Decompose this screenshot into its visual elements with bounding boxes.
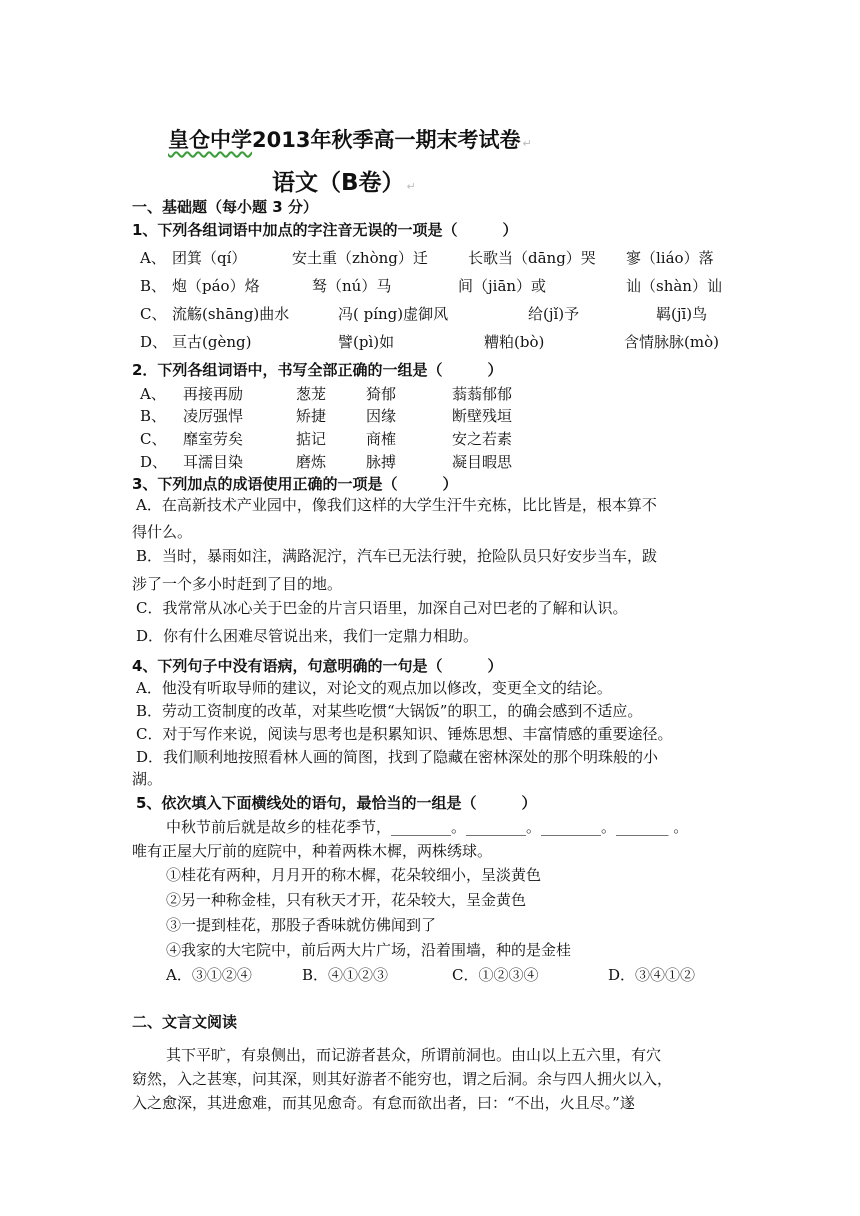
q2-stem: 2．下列各组词语中，书写全部正确的一组是（ ） [132,361,503,379]
q1-option-label: A、 [140,249,166,267]
q1-option-word: 驽（nú）马 [312,277,392,295]
q2-option-word: 安之若素 [452,430,513,448]
section2-heading: 二、文言文阅读 [132,1013,238,1031]
q5-item: ④我家的大宅院中，前后两大片广场，沿着围墙，种的是金桂 [166,941,572,959]
q5-choice: D．③④①② [608,966,696,984]
q1-option-word: 安土重（zhòng）迁 [292,249,428,267]
q2-option-word: 猗郁 [366,385,397,403]
q4-stem: 4、下列句子中没有语病，句意明确的一句是（ ） [132,657,503,675]
q5-item: ③一提到桂花，那股子香味就仿佛闻到了 [166,916,437,934]
q4-option-c: C．对于写作来说，阅读与思考也是积累知识、锤炼思想、丰富情感的重要途径。 [136,725,673,743]
q2-option-word: 葱茏 [296,385,327,403]
q2-option-word: 脉搏 [366,453,397,471]
q2-option-word: 商榷 [366,430,397,448]
q1-option-label: C、 [140,305,167,323]
section1-heading: 一、基础题（每小题 3 分） [132,198,318,216]
school-name: 皇仓中学 [168,128,252,152]
q2-option-label: D、 [140,453,168,471]
q3-option-b: B．当时，暴雨如注，满路泥泞，汽车已无法行驶，抢险队员只好安步当车，跋 [136,547,658,565]
q1-option-word: 亘古(gèng) [172,333,252,351]
q2-option-label: A、 [140,385,166,403]
classical-text-line: 其下平旷，有泉侧出，而记游者甚众，所谓前洞也。由山以上五六里，有穴 [166,1046,662,1064]
q5-choice: B．④①②③ [302,966,389,984]
q1-stem: 1、下列各组词语中加点的字注音无误的一项是（ ） [132,221,518,239]
q1-option-word: 长歌当（dāng）哭 [468,249,596,267]
q1-option-word: 譬(pì)如 [338,333,395,351]
paragraph-mark-icon: ↵ [406,180,416,193]
q5-choice: A．③①②④ [166,966,252,984]
q1-option-word: 流觞(shāng)曲水 [172,305,290,323]
q2-option-word: 再接再励 [183,385,244,403]
exam-title-rest: 2013年秋季高一期末考试卷 [252,128,521,152]
q5-item: ①桂花有两种，月月开的称木樨，花朵较细小，呈淡黄色 [166,866,542,884]
q1-option-label: D、 [140,333,168,351]
q1-option-word: 糟粕(bò) [484,333,545,351]
q3-option-a-cont: 得什么。 [132,523,193,541]
q1-option-label: B、 [140,277,167,295]
q2-option-word: 矫捷 [296,407,327,425]
q1-option-word: 含情脉脉(mò) [624,333,719,351]
q1-option-word: 冯( píng)虚御风 [338,305,449,323]
q1-option-word: 团箕（qí） [172,249,247,267]
q4-option-b: B．劳动工资制度的改革，对某些吃惯“大锅饭”的职工，的确会感到不适应。 [136,702,643,720]
q3-option-b-cont: 涉了一个多小时赶到了目的地。 [132,575,343,593]
exam-title [168,124,532,154]
q2-option-word: 断壁残垣 [452,407,513,425]
q3-option-a: A．在高新技术产业园中，像我们这样的大学生汗牛充栋，比比皆是，根本算不 [136,496,657,514]
q5-item: ②另一种称金桂，只有秋天才开，花朵较大，呈金黄色 [166,891,527,909]
q4-option-d-cont: 湖。 [132,770,163,788]
q2-option-label: C、 [140,430,167,448]
q1-option-word: 寥（liáo）落 [626,249,714,267]
subtitle-text: 语文（B卷） [272,170,405,196]
q2-option-word: 耳濡目染 [183,453,244,471]
q1-option-word: 炮（páo）烙 [172,277,260,295]
q5-passage: 中秋节前后就是故乡的桂花季节，________。________。________。_______ 。 [166,818,689,836]
q2-option-label: B、 [140,407,167,425]
q2-option-word: 蓊蓊郁郁 [452,385,513,403]
q2-option-word: 凝目暇思 [452,453,513,471]
q1-option-word: 讪（shàn）讪 [626,277,722,295]
q1-option-word: 给(jǐ)予 [528,305,580,323]
q4-option-a: A．他没有听取导师的建议，对论文的观点加以修改，变更全文的结论。 [136,679,612,697]
q2-option-word: 凌厉强悍 [183,407,244,425]
q1-option-word: 羁(jī)鸟 [656,305,708,323]
q5-passage-cont: 唯有正屋大厅前的庭院中，种着两株木樨，两株绣球。 [132,842,493,860]
q2-option-word: 掂记 [296,430,327,448]
q2-option-word: 因缘 [366,407,397,425]
q5-stem: 5、依次填入下面横线处的语句，最恰当的一组是（ ） [136,794,537,812]
paragraph-mark-icon: ↵ [522,137,532,150]
exam-subtitle [272,164,416,197]
q4-option-d: D．我们顺利地按照看林人画的简图，找到了隐藏在密林深处的那个明珠般的小 [136,748,659,766]
q5-choice: C．①②③④ [452,966,539,984]
q1-option-word: 间（jiān）或 [458,277,547,295]
q3-option-c: C．我常常从冰心关于巴金的片言只语里，加深自己对巴老的了解和认识。 [136,599,628,617]
classical-text-line: 窈然，入之甚寒，问其深，则其好游者不能穷也，谓之后洞。余与四人拥火以入， [132,1070,673,1088]
classical-text-line: 入之愈深，其进愈难，而其见愈奇。有怠而欲出者，曰：“不出，火且尽。”遂 [132,1094,635,1112]
q3-option-d: D．你有什么困难尽管说出来，我们一定鼎力相助。 [136,627,479,645]
q2-option-word: 磨炼 [296,453,327,471]
q2-option-word: 靡室劳矣 [183,430,244,448]
q3-stem: 3、下列加点的成语使用正确的一项是（ ） [132,475,458,493]
